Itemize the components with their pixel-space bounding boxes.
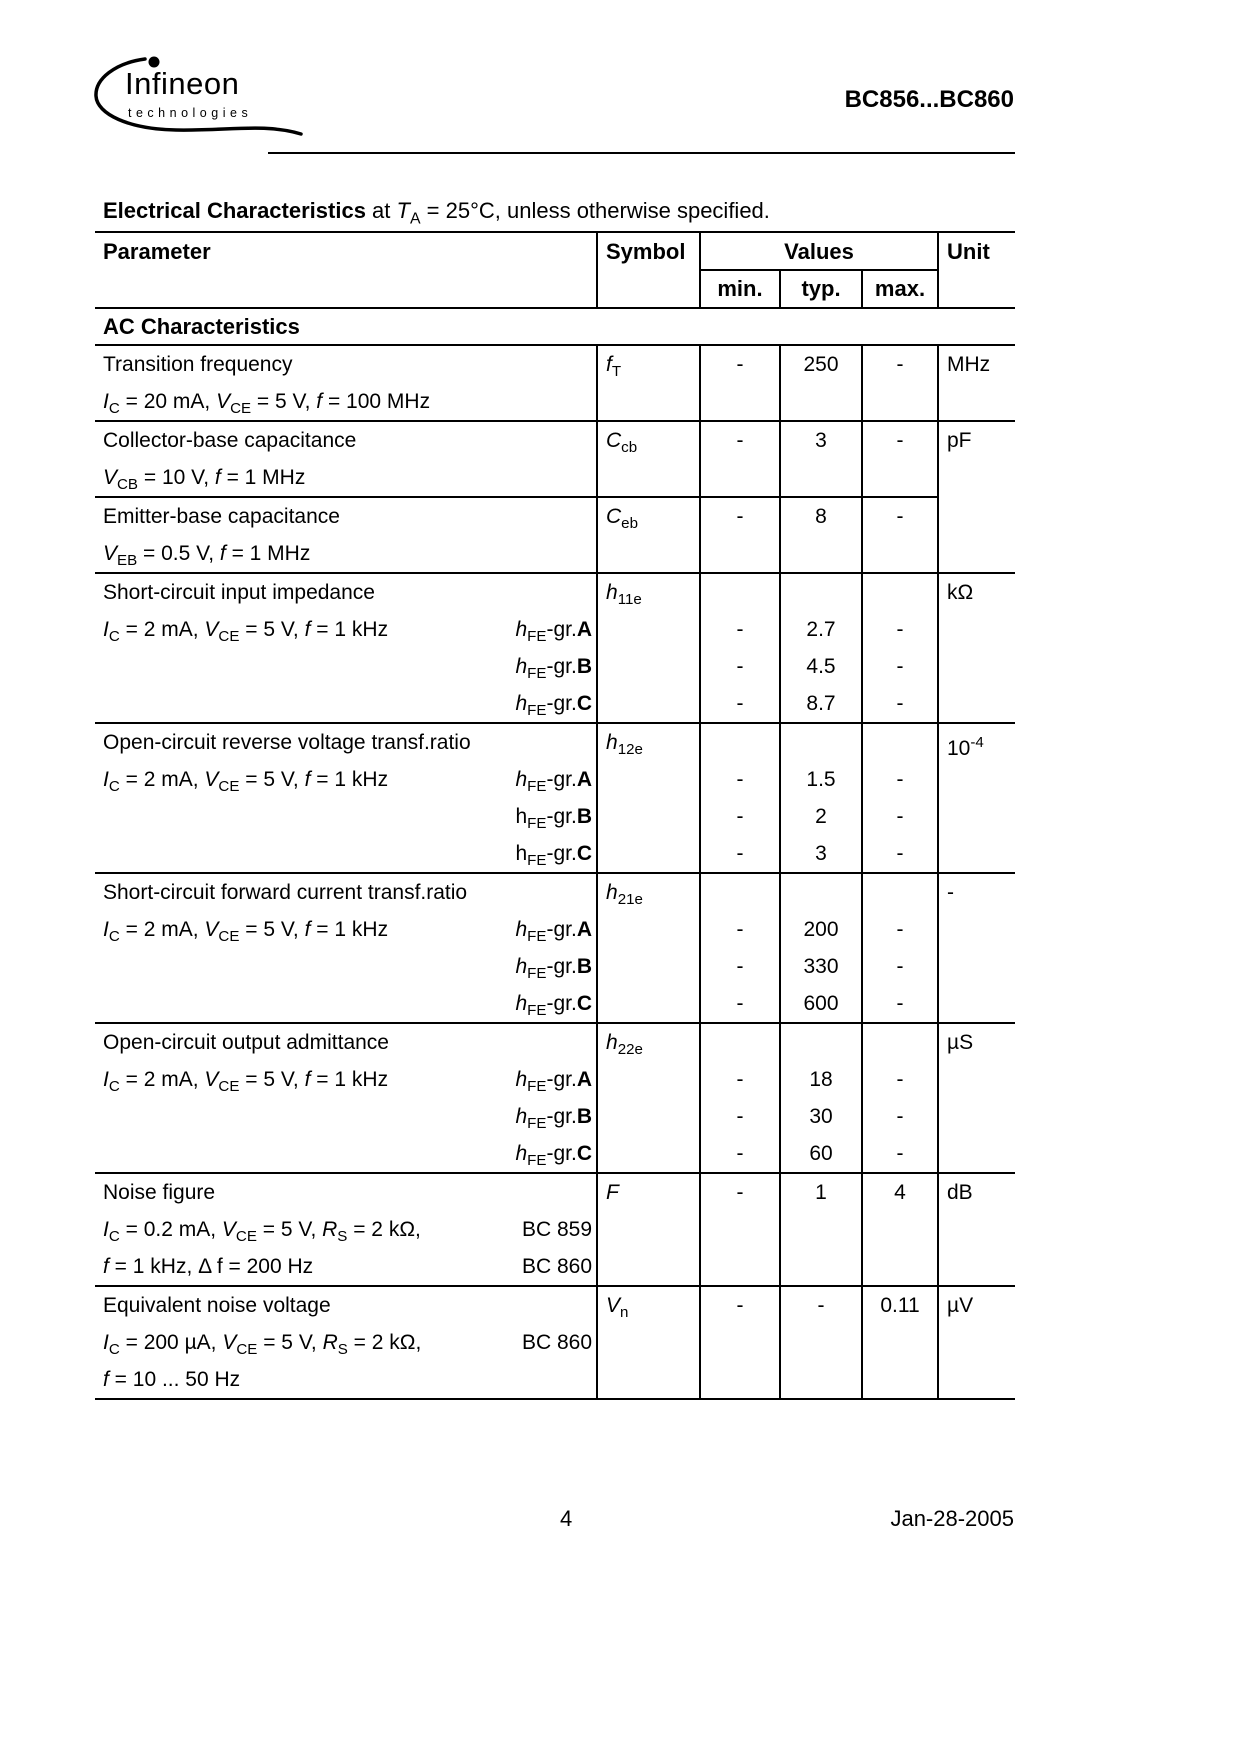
unit: pF xyxy=(947,429,972,452)
value-min: - xyxy=(736,353,744,376)
param-conditions: $V_{EB} = 0.5$ V, f = 1 MHz xyxy=(103,542,311,570)
value-max: - xyxy=(896,992,904,1015)
symbol: $h_{11e}$ xyxy=(606,581,642,609)
value-typ: 2 xyxy=(815,805,827,828)
value-max: - xyxy=(896,1142,904,1165)
value-typ: 3 xyxy=(815,429,827,452)
section-ac-characteristics: AC Characteristics xyxy=(95,308,1015,345)
table-row xyxy=(95,873,1015,1023)
value-min: - xyxy=(736,842,744,865)
characteristics-table xyxy=(95,231,1015,1400)
value-max: - xyxy=(896,1068,904,1091)
value-min: - xyxy=(736,1181,744,1204)
value-typ: - xyxy=(817,1294,825,1317)
value-min: - xyxy=(736,429,744,452)
param-conditions: $I_C = 2$ mA, $V_{CE} = 5$ V, f = 1 kHz xyxy=(103,918,389,946)
value-max: - xyxy=(896,692,904,715)
param-conditions: $I_C = 2$ mA, $V_{CE} = 5$ V, f = 1 kHz xyxy=(103,1068,389,1096)
value-typ: 3 xyxy=(815,842,827,865)
col-header-parameter: Parameter xyxy=(103,239,211,264)
value-min: - xyxy=(736,918,744,941)
param-name: Open-circuit reverse voltage transf.ratio xyxy=(103,731,471,754)
table-header-row xyxy=(95,232,1015,270)
value-typ: 2.7 xyxy=(806,618,836,641)
value-max: 4 xyxy=(894,1181,906,1204)
value-typ: 30 xyxy=(809,1105,833,1128)
value-typ: 1.5 xyxy=(806,768,836,791)
param-name: Collector-base capacitance xyxy=(103,429,357,452)
value-min: - xyxy=(736,1294,744,1317)
hfe-group-label: $h_{FE}-gr.B$ xyxy=(515,955,592,983)
value-typ: 600 xyxy=(803,992,839,1015)
unit: MHz xyxy=(947,353,991,376)
hfe-group-label: $h_{FE}-gr.B$ xyxy=(515,805,592,833)
param-conditions: $I_C = 20$ mA, $V_{CE} = 5$ V, f = 100 MHz xyxy=(103,390,431,418)
table-row xyxy=(95,497,1015,573)
unit: µS xyxy=(947,1031,974,1054)
table-row xyxy=(95,1173,1015,1286)
col-header-values: Values xyxy=(700,232,938,270)
value-min: - xyxy=(736,955,744,978)
col-header-max: max. xyxy=(862,270,938,308)
value-typ: 330 xyxy=(803,955,839,978)
value-max: - xyxy=(896,1105,904,1128)
value-min: - xyxy=(736,618,744,641)
symbol: $C_{eb}$ xyxy=(606,505,638,533)
value-typ: 8 xyxy=(815,505,827,528)
param-name: Open-circuit output admittance xyxy=(103,1031,389,1054)
param-conditions: $I_C = 0.2$ mA, $V_{CE} = 5$ V, $R_S = 2$ kΩ, xyxy=(103,1218,421,1246)
col-header-unit: Unit xyxy=(938,232,1015,308)
value-min: - xyxy=(736,1105,744,1128)
symbol: $f_T$ xyxy=(606,353,622,381)
value-max: - xyxy=(896,918,904,941)
table-row xyxy=(95,1286,1015,1399)
value-max: - xyxy=(896,353,904,376)
value-typ: 4.5 xyxy=(806,655,836,678)
value-min: - xyxy=(736,768,744,791)
col-header-typ: typ. xyxy=(780,270,862,308)
param-conditions: $I_C = 2$ mA, $V_{CE} = 5$ V, f = 1 kHz xyxy=(103,618,389,646)
value-max: - xyxy=(896,429,904,452)
value-typ: 8.7 xyxy=(806,692,836,715)
param-name: Transition frequency xyxy=(103,353,293,376)
hfe-group-label: $h_{FE}-gr.B$ xyxy=(515,1105,592,1133)
value-min: - xyxy=(736,992,744,1015)
value-max: - xyxy=(896,842,904,865)
table-row xyxy=(95,1023,1015,1173)
device-label: BC 860 xyxy=(521,1255,592,1278)
hfe-group-label: $h_{FE}-gr.B$ xyxy=(515,655,592,683)
value-typ: 250 xyxy=(803,353,839,376)
value-min: - xyxy=(736,1068,744,1091)
symbol: $V_n$ xyxy=(606,1294,629,1322)
unit: µV xyxy=(947,1294,974,1317)
value-min: - xyxy=(736,1142,744,1165)
col-header-min: min. xyxy=(700,270,780,308)
header-rule xyxy=(268,152,1015,154)
symbol: $h_{12e}$ xyxy=(606,731,643,759)
hfe-group-label: $h_{FE}-gr.C$ xyxy=(515,992,592,1020)
section-row xyxy=(95,308,1015,345)
table-row xyxy=(95,723,1015,873)
value-typ: 1 xyxy=(815,1181,827,1204)
hfe-group-label: $h_{FE}-gr.A$ xyxy=(515,618,592,646)
value-max: - xyxy=(896,655,904,678)
value-max: - xyxy=(896,618,904,641)
symbol: $h_{22e}$ xyxy=(606,1031,643,1059)
unit: dB xyxy=(947,1181,973,1204)
param-name: Noise figure xyxy=(103,1181,216,1204)
param-name: Equivalent noise voltage xyxy=(103,1294,331,1317)
value-max: - xyxy=(896,505,904,528)
device-label: BC 859 xyxy=(521,1218,592,1241)
symbol: $h_{21e}$ xyxy=(606,881,643,909)
hfe-group-label: $h_{FE}-gr.A$ xyxy=(515,918,592,946)
value-max: - xyxy=(896,768,904,791)
unit: - xyxy=(947,881,954,904)
param-conditions: f = 10 ... 50 Hz xyxy=(103,1368,241,1391)
doc-title: BC856...BC860 xyxy=(844,86,1014,113)
param-name: Short-circuit forward current transf.ratio xyxy=(103,881,468,904)
value-max: 0.11 xyxy=(880,1294,920,1317)
symbol: $C_{cb}$ xyxy=(606,429,638,457)
value-typ: 200 xyxy=(803,918,839,941)
doc-heading xyxy=(103,198,770,228)
device-label: BC 860 xyxy=(521,1331,592,1354)
unit: kΩ xyxy=(947,581,974,604)
doc-date: Jan-28-2005 xyxy=(890,1506,1014,1531)
brand-name: Infineon xyxy=(125,66,240,101)
param-conditions: $I_C = 2$ mA, $V_{CE} = 5$ V, f = 1 kHz xyxy=(103,768,389,796)
param-name: Emitter-base capacitance xyxy=(103,505,340,528)
doc-heading-bold: Electrical Characteristics xyxy=(103,198,366,223)
hfe-group-label: $h_{FE}-gr.A$ xyxy=(515,1068,592,1096)
value-max: - xyxy=(896,955,904,978)
hfe-group-label: $h_{FE}-gr.C$ xyxy=(515,692,592,720)
hfe-group-label: $h_{FE}-gr.C$ xyxy=(515,842,592,870)
hfe-group-label: $h_{FE}-gr.A$ xyxy=(515,768,592,796)
value-min: - xyxy=(736,692,744,715)
value-min: - xyxy=(736,655,744,678)
value-min: - xyxy=(736,805,744,828)
col-header-symbol: Symbol xyxy=(597,232,700,308)
page-number: 4 xyxy=(560,1506,573,1531)
value-max: - xyxy=(896,805,904,828)
value-typ: 60 xyxy=(809,1142,833,1165)
value-typ: 18 xyxy=(809,1068,833,1091)
table-row xyxy=(95,573,1015,723)
unit: $10^{-4}$ xyxy=(947,734,984,760)
hfe-group-label: $h_{FE}-gr.C$ xyxy=(515,1142,592,1170)
doc-heading-rest: at $T_A = 25^\circ C$, unless otherwise specified. xyxy=(365,198,770,228)
symbol: F xyxy=(606,1181,619,1204)
table-row xyxy=(95,345,1015,421)
param-conditions: $V_{CB} = 10$ V, f = 1 MHz xyxy=(103,466,306,494)
param-name: Short-circuit input impedance xyxy=(103,581,375,604)
infineon-logo xyxy=(88,50,316,145)
param-conditions: f = 1 kHz, Δ f = 200 Hz xyxy=(103,1255,314,1278)
param-conditions: $I_C = 200$ µA, $V_{CE} = 5$ V, $R_S = 2$ kΩ, xyxy=(103,1331,422,1359)
brand-subtitle: technologies xyxy=(128,106,253,120)
table-row xyxy=(95,421,1015,497)
value-min: - xyxy=(736,505,744,528)
